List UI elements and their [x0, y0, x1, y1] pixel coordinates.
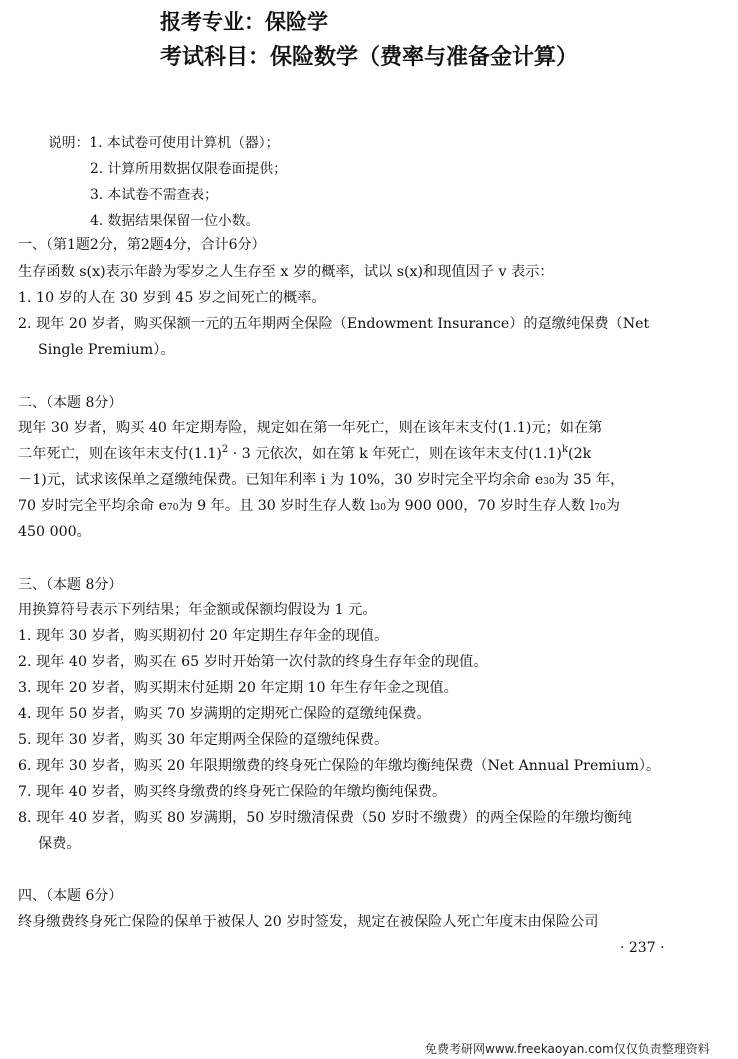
q2-line-2 — [18, 444, 591, 464]
q4-heading: 四、（本题 6分） — [18, 888, 123, 904]
q2-heading: 二、（本题 8分） — [18, 395, 123, 411]
q2-line-3 — [18, 470, 624, 490]
q2-line-3-b: 为 35 年， — [554, 472, 625, 488]
q2-line-4-d: 为 — [605, 498, 620, 514]
q2-line-5: 450 000。 — [18, 524, 91, 540]
q2-subscript-70: 70 — [166, 503, 179, 513]
note-4: 4. 数据结果保留一位小数。 — [90, 213, 260, 229]
footer-watermark: 免费考研网www.freekaoyan.com仅仅负责整理资料 — [425, 1042, 710, 1056]
q2-line-2-b: · 3 元依次，如在第 k 年死亡，则在该年末支付(1.1) — [228, 446, 562, 462]
q3-item-8-line-2: 保费。 — [38, 836, 81, 852]
q3-item-1: 1. 现年 30 岁者，购买期初付 20 年定期生存年金的现值。 — [18, 628, 389, 644]
note-1: 说明：1. 本试卷可使用计算机（器）； — [48, 135, 280, 151]
q4-line-1: 终身缴费终身死亡保险的保单于被保人 20 岁时签发，规定在被保险人死亡年度末由保险公司 — [18, 914, 599, 930]
q2-line-1: 现年 30 岁者，购买 40 年定期寿险，规定如在第一年死亡，则在该年末支付(1.1)元；如在第 — [18, 420, 603, 436]
note-2: 2. 计算所用数据仅限卷面提供； — [90, 161, 287, 177]
q3-item-7: 7. 现年 40 岁者，购买终身缴费的终身死亡保险的年缴均衡纯保费。 — [18, 784, 447, 800]
page-number: · 237 · — [620, 940, 665, 956]
q3-item-4: 4. 现年 50 岁者，购买 70 岁满期的定期死亡保险的趸缴纯保费。 — [18, 706, 431, 722]
q3-item-2: 2. 现年 40 岁者，购买在 65 岁时开始第一次付款的终身生存年金的现值。 — [18, 654, 488, 670]
q2-exponent-k: k — [561, 444, 569, 455]
exam-major: 报考专业：保险学 — [160, 10, 328, 34]
q1-intro: 生存函数 s(x)表示年龄为零岁之人生存至 x 岁的概率，试以 s(x)和现值因子 v 表示： — [18, 264, 554, 280]
q2-line-2-c: (2k — [568, 446, 592, 462]
q3-item-8: 8. 现年 40 岁者，购买 80 岁满期，50 岁时缴清保费（50 岁时不缴费）的两全保险的年缴均衡纯 — [18, 810, 632, 826]
q3-item-5: 5. 现年 30 岁者，购买 30 年定期两全保险的趸缴纯保费。 — [18, 732, 389, 748]
q3-item-6: 6. 现年 30 岁者，购买 20 年限期缴费的终身死亡保险的年缴均衡纯保费（Net Annual Premium）。 — [18, 758, 661, 774]
q2-subscript-l30: 30 — [374, 503, 386, 513]
q2-subscript-30: 30 — [543, 477, 555, 487]
exam-subject: 考试科目：保险数学（费率与准备金计算） — [160, 45, 579, 70]
q2-line-4-c: 为 900 000，70 岁时生存人数 l — [385, 498, 595, 514]
q3-item-3: 3. 现年 20 岁者，购买期末付延期 20 年定期 10 年生存年金之现值。 — [18, 680, 458, 696]
q3-heading: 三、（本题 8分） — [18, 577, 123, 593]
q1-item-2-line-2: Single Premium）。 — [38, 342, 175, 358]
q1-item-1: 1. 10 岁的人在 30 岁到 45 岁之间死亡的概率。 — [18, 290, 326, 306]
q3-intro: 用换算符号表示下列结果；年金额或保额均假设为 1 元。 — [18, 602, 377, 618]
q2-line-2-a: 二年死亡，则在该年末支付(1.1) — [18, 446, 222, 462]
q1-heading: 一、（第1题2分，第2题4分，合计6分） — [18, 237, 266, 253]
q2-subscript-l70: 70 — [594, 503, 606, 513]
q1-item-2-line-1: 2. 现年 20 岁者，购买保额一元的五年期两全保险（Endowment Insurance）的趸缴纯保费（Net — [18, 316, 650, 332]
q2-line-4-a: 70 岁时完全平均余命 e — [18, 498, 167, 514]
note-3: 3. 本试卷不需查表； — [90, 187, 218, 203]
q2-exponent-2: 2 — [221, 444, 229, 455]
q2-line-3-a: －1)元，试求该保单之趸缴纯保费。已知年利率 i 为 10%，30 岁时完全平均余命 e — [18, 472, 544, 488]
q2-line-4-b: 为 9 年。且 30 岁时生存人数 l — [178, 498, 375, 514]
q2-line-4 — [18, 496, 620, 516]
